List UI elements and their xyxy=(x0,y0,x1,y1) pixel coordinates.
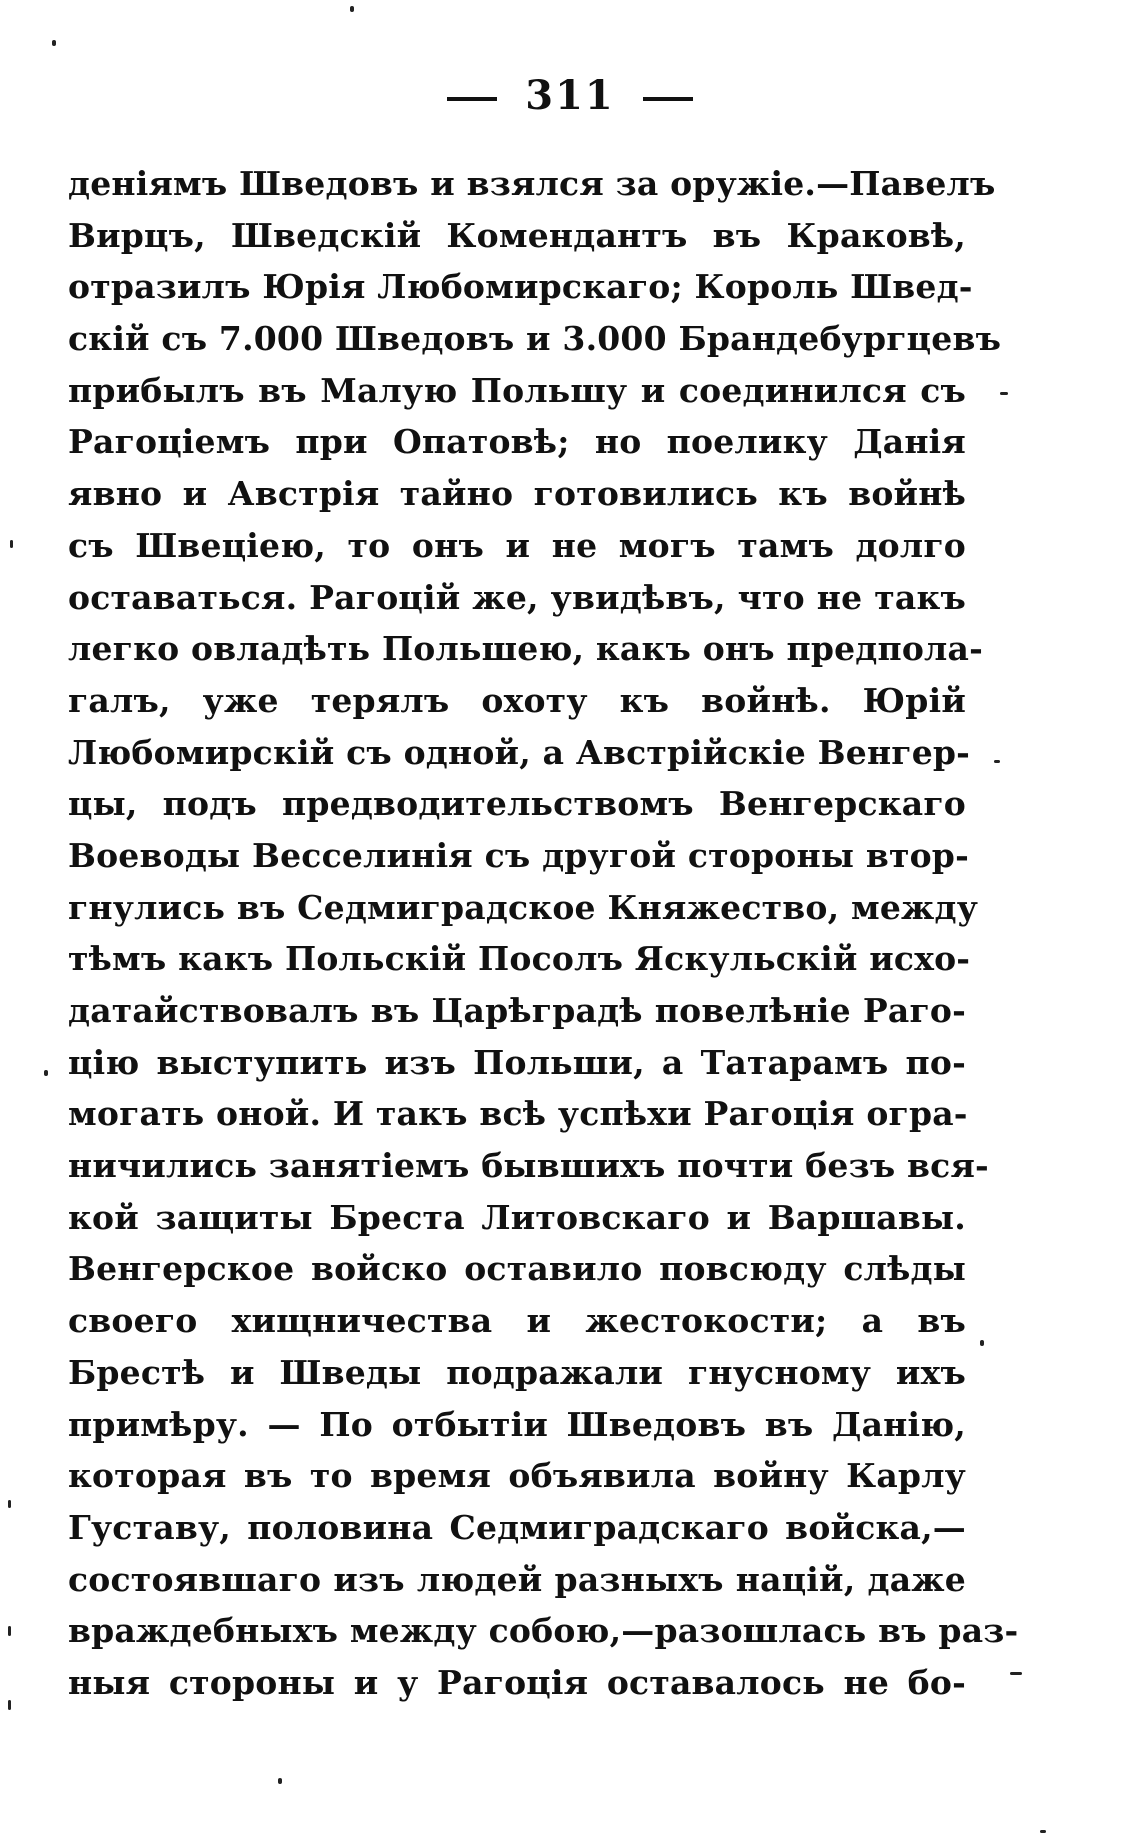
text-line: цію выступить изъ Польши, а Татарамъ по- xyxy=(68,1042,966,1082)
scan-speck xyxy=(980,1340,984,1346)
scan-speck xyxy=(8,1700,11,1710)
text-line: съ Швеціею, то онъ и не могъ тамъ долго xyxy=(68,525,966,565)
text-line: Густаву, половина Седмиградскаго войска,— xyxy=(68,1507,966,1547)
text-line: Воеводы Весселинія съ другой стороны втор- xyxy=(68,835,969,875)
scan-speck xyxy=(1040,1830,1046,1833)
text-line: скій съ 7.000 Шведовъ и 3.000 Брандебургцевъ xyxy=(68,319,1002,359)
page-header xyxy=(0,72,1140,119)
scan-speck xyxy=(10,540,13,548)
text-line: Венгерское войско оставило повсюду слѣды xyxy=(68,1249,966,1289)
text-line: оставаться. Рагоцій же, увидѣвъ, что не такъ xyxy=(68,577,966,617)
text-line: цы, подъ предводительствомъ Венгерскаго xyxy=(68,784,966,824)
text-line: датайствовалъ въ Царѣградѣ повелѣніе Раго- xyxy=(68,991,966,1030)
text-line: примѣру. — По отбытіи Шведовъ въ Данію, xyxy=(68,1404,966,1444)
scan-speck xyxy=(44,1070,48,1076)
text-line: могать оной. И такъ всѣ успѣхи Рагоція огра- xyxy=(68,1094,968,1134)
text-line: деніямъ Шведовъ и взялся за оружіе.—Павелъ xyxy=(68,164,996,203)
text-line: прибылъ въ Малую Польшу и соединился съ xyxy=(68,370,966,410)
text-line: ничились занятіемъ бывшихъ почти безъ вся- xyxy=(68,1146,989,1186)
text-line: Вирцъ, Шведскій Комендантъ въ Краковѣ, xyxy=(68,215,966,255)
scan-speck xyxy=(52,40,56,46)
scan-speck xyxy=(278,1778,282,1784)
scan-speck xyxy=(350,6,354,12)
text-line: галъ, уже терялъ охоту къ войнѣ. Юрій xyxy=(68,680,966,720)
text-line: своего хищничества и жестокости; а въ xyxy=(68,1301,966,1341)
text-line: Рагоціемъ при Опатовѣ; но поелику Данія xyxy=(68,422,966,462)
text-line: тѣмъ какъ Польскій Посолъ Яскульскій исхо- xyxy=(68,939,971,979)
body-text xyxy=(68,158,1019,1709)
scan-speck xyxy=(994,760,1000,763)
text-line: состоявшаго изъ людей разныхъ націй, даже xyxy=(68,1559,966,1599)
header-left-dash xyxy=(447,97,497,101)
text-line: отразилъ Юрія Любомирскаго; Король Швед- xyxy=(68,267,973,307)
text-line: враждебныхъ между собою,—разошлась въ раз- xyxy=(68,1611,1019,1651)
scan-speck xyxy=(8,1500,11,1508)
text-line: гнулись въ Седмиградское Княжество, между xyxy=(68,887,979,927)
text-line: легко овладѣть Польшею, какъ онъ предпола- xyxy=(68,629,983,669)
text-line: Любомирскій съ одной, а Австрійскіе Венгер- xyxy=(68,732,971,772)
header-right-dash xyxy=(643,97,693,101)
scan-speck xyxy=(1010,1672,1022,1675)
text-line: которая въ то время объявила войну Карлу xyxy=(68,1456,966,1496)
text-line: кой защиты Бреста Литовскаго и Варшавы. xyxy=(68,1197,966,1237)
scan-speck xyxy=(1000,392,1008,395)
text-line: Брестѣ и Шведы подражали гнусному ихъ xyxy=(68,1352,966,1392)
scan-speck xyxy=(8,1626,11,1636)
text-line: ныя стороны и у Рагоція оставалось не бо- xyxy=(68,1662,966,1702)
text-line: явно и Австрія тайно готовились къ войнѣ xyxy=(68,474,966,514)
page-number: 311 xyxy=(525,72,615,119)
